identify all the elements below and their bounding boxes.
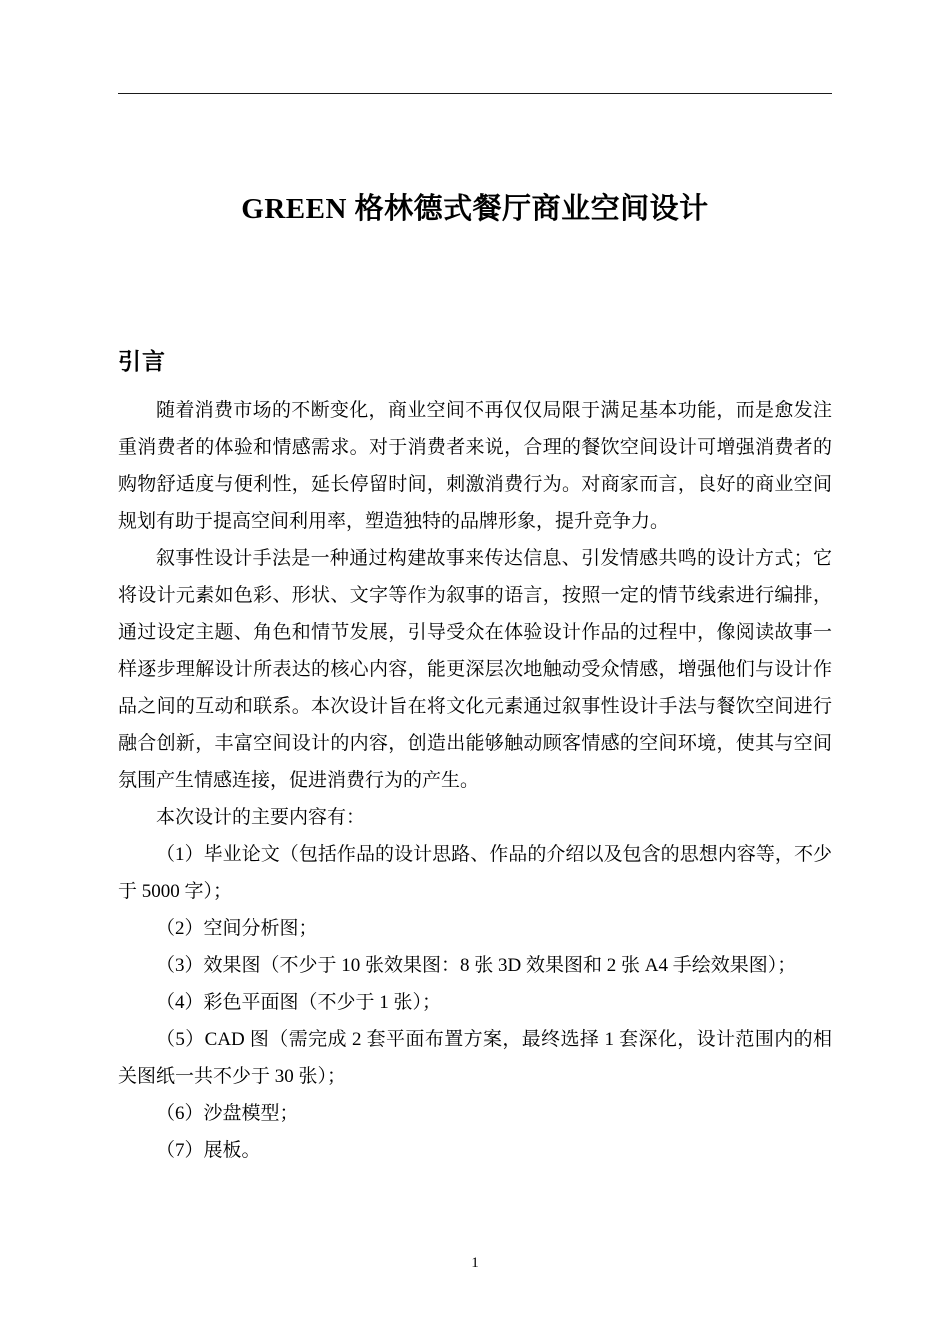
list-item-7: （7）展板。 <box>156 1140 261 1161</box>
paragraph-1: 随着消费市场的不断变化，商业空间不再仅仅局限于满足基本功能，而是愈发注重消费者的体验和情感需求。对于消费者来说，合理的餐饮空间设计可增强消费者的购物舒适度与便利性，延长停留时间，刺激消费行为。对商家而言，良好的商业空间规划有助于提高空间利用率，塑造独特的品牌形象，提升竞争力。 <box>118 400 832 532</box>
list-item-1: （1）毕业论文（包括作品的设计思路、作品的介绍以及包含的思想内容等，不少于 5000 字）； <box>118 844 832 902</box>
list-item-3: （3）效果图（不少于 10 张效果图：8 张 3D 效果图和 2 张 A4 手绘效果图）； <box>156 955 797 976</box>
page-number: 1 <box>471 1255 479 1271</box>
paragraph-2: 叙事性设计手法是一种通过构建故事来传达信息、引发情感共鸣的设计方式；它将设计元素如色彩、形状、文字等作为叙事的语言，按照一定的情节线索进行编排，通过设定主题、角色和情节发展，引导受众在体验设计作品的过程中，像阅读故事一样逐步理解设计所表达的核心内容，能更深层次地触动受众情感，增强他们与设计作品之间的互动和联系。本次设计旨在将文化元素通过叙事性设计手法与餐饮空间进行融合创新，丰富空间设计的内容，创造出能够触动顾客情感的空间环境，使其与空间氛围产生情感连接，促进消费行为的产生。 <box>118 548 832 791</box>
list-item-4: （4）彩色平面图（不少于 1 张）； <box>156 992 442 1013</box>
list-item-6: （6）沙盘模型； <box>156 1103 299 1124</box>
header-rule <box>118 93 832 94</box>
document-title: GREEN 格林德式餐厅商业空间设计 <box>241 193 709 225</box>
paragraph-3-list-intro: 本次设计的主要内容有： <box>156 807 366 828</box>
list-item-5: （5）CAD 图（需完成 2 套平面布置方案，最终选择 1 套深化，设计范围内的相关图纸一共不少于 30 张）； <box>118 1029 832 1087</box>
list-item-2: （2）空间分析图； <box>156 918 318 939</box>
section-heading-introduction: 引言 <box>118 348 166 374</box>
